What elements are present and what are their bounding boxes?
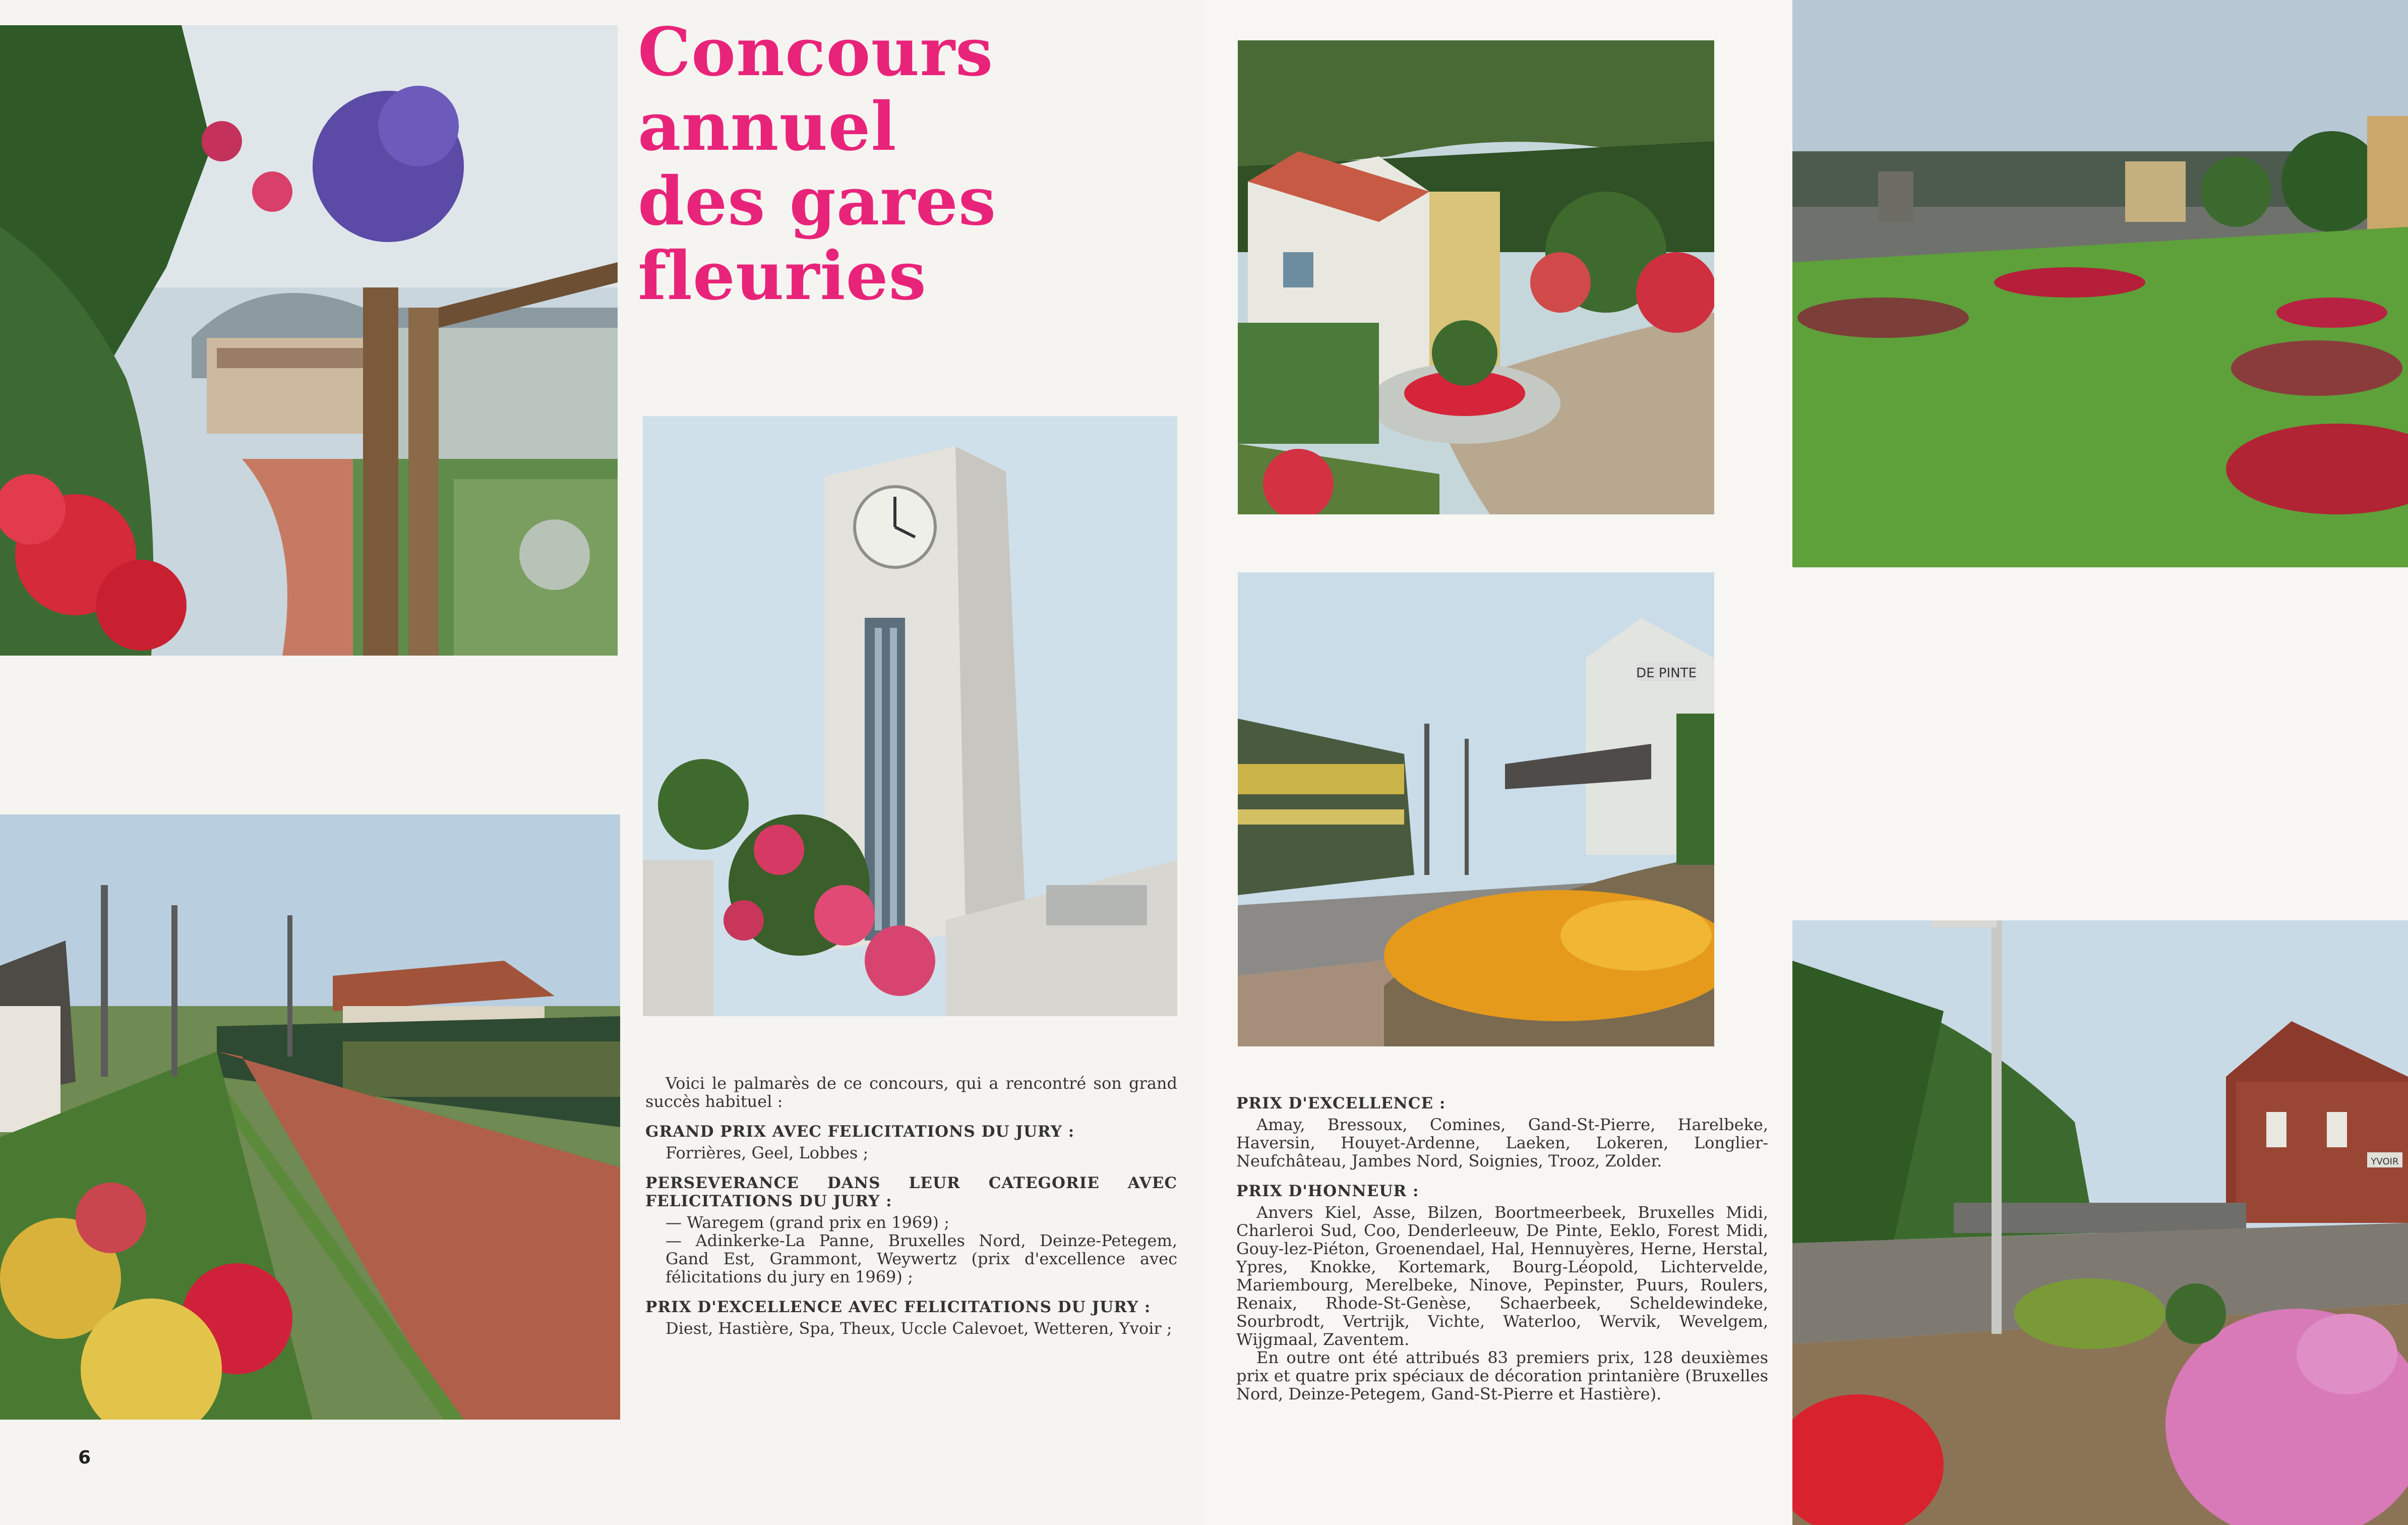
title-line-3: des gares bbox=[638, 162, 997, 241]
photo-station-yvoir bbox=[1792, 920, 2408, 1525]
photo-station-train bbox=[0, 814, 620, 1420]
station-sign-text-2: YVOIR bbox=[2371, 1156, 2399, 1167]
intro-paragraph: Voici le palmarès de ce concours, qui a rencontré son grand succès habituel : bbox=[645, 1074, 1177, 1111]
photo-station-de-pinte bbox=[1238, 572, 1714, 1046]
section-body-excellence-jury: Diest, Hastière, Spa, Theux, Uccle Calevoet, Wetteren, Yvoir ; bbox=[666, 1319, 1172, 1338]
section-item-waregem: — Waregem (grand prix en 1969) ; bbox=[666, 1213, 949, 1232]
section-body-excellence: Amay, Bressoux, Comines, Gand-St-Pierre, Harelbeke, Haversin, Houyet-Ardenne, Laeken, Lokeren, Longlier-Neufchâteau, Jambes Nord, Soignies, Trooz, Zolder. bbox=[1236, 1115, 1768, 1170]
section-heading-perseverance: PERSEVERANCE DANS LEUR CATEGORIE AVEC FELICITATIONS DU JURY : bbox=[645, 1174, 1177, 1210]
article-title bbox=[638, 15, 1092, 314]
show-through-text bbox=[2239, 817, 2247, 849]
title-line-4: fleuries bbox=[638, 237, 927, 315]
photo-garden-cottage bbox=[1238, 40, 1714, 514]
closing-paragraph: En outre ont été attribués 83 premiers prix, 128 deuxièmes prix et quatre prix spéciaux de décoration printanière (Bruxelles Nord, Deinze-Petegem, Gand-St-Pierre et Hastière). bbox=[1236, 1348, 1768, 1403]
section-heading-honneur: PRIX D'HONNEUR : bbox=[1236, 1182, 1419, 1200]
section-item-adinkerke: — Adinkerke-La Panne, Bruxelles Nord, Deinze-Petegem, Gand Est, Grammont, Weywertz (prix d'excellence avec félicitations du jury en 1969) ; bbox=[666, 1231, 1177, 1286]
section-body-grand-prix: Forrières, Geel, Lobbes ; bbox=[666, 1143, 869, 1162]
title-line-1: Concours bbox=[638, 13, 994, 91]
text-column-left bbox=[645, 1074, 1177, 1344]
section-heading-excellence-jury: PRIX D'EXCELLENCE AVEC FELICITATIONS DU JURY : bbox=[645, 1298, 1151, 1316]
page-number: 6 bbox=[78, 1447, 91, 1468]
section-heading-excellence: PRIX D'EXCELLENCE : bbox=[1236, 1094, 1446, 1112]
title-line-2: annuel bbox=[638, 88, 897, 166]
photo-lawn-flowerbeds bbox=[1792, 0, 2408, 567]
photo-clock-tower bbox=[643, 416, 1177, 1016]
photo-flower-arch bbox=[0, 25, 618, 656]
section-heading-grand-prix: GRAND PRIX AVEC FELICITATIONS DU JURY : bbox=[645, 1123, 1075, 1141]
text-column-right bbox=[1236, 1094, 1768, 1410]
station-sign-text: DE PINTE bbox=[1636, 666, 1697, 681]
section-body-honneur: Anvers Kiel, Asse, Bilzen, Boortmeerbeek, Bruxelles Midi, Charleroi Sud, Coo, Denderleeuw, De Pinte, Eeklo, Forest Midi, Gouy-lez-Piéton, Groenendael, Hal, Hennuyères, Herne, Herstal, Ypres, Knokke, Kortemark, Bourg-Léopold, Lichtervelde, Mariembourg, Merelbeke, Ninove, Pepinster, Puurs, Roulers, Renaix, Rhode-St-Genèse, Schaerbeek, Scheldewindeke, Sourbrodt, Vertrijk, Vichte, Waterloo, Wervik, Wevelgem, Wijgmaal, Zaventem. bbox=[1236, 1203, 1768, 1349]
